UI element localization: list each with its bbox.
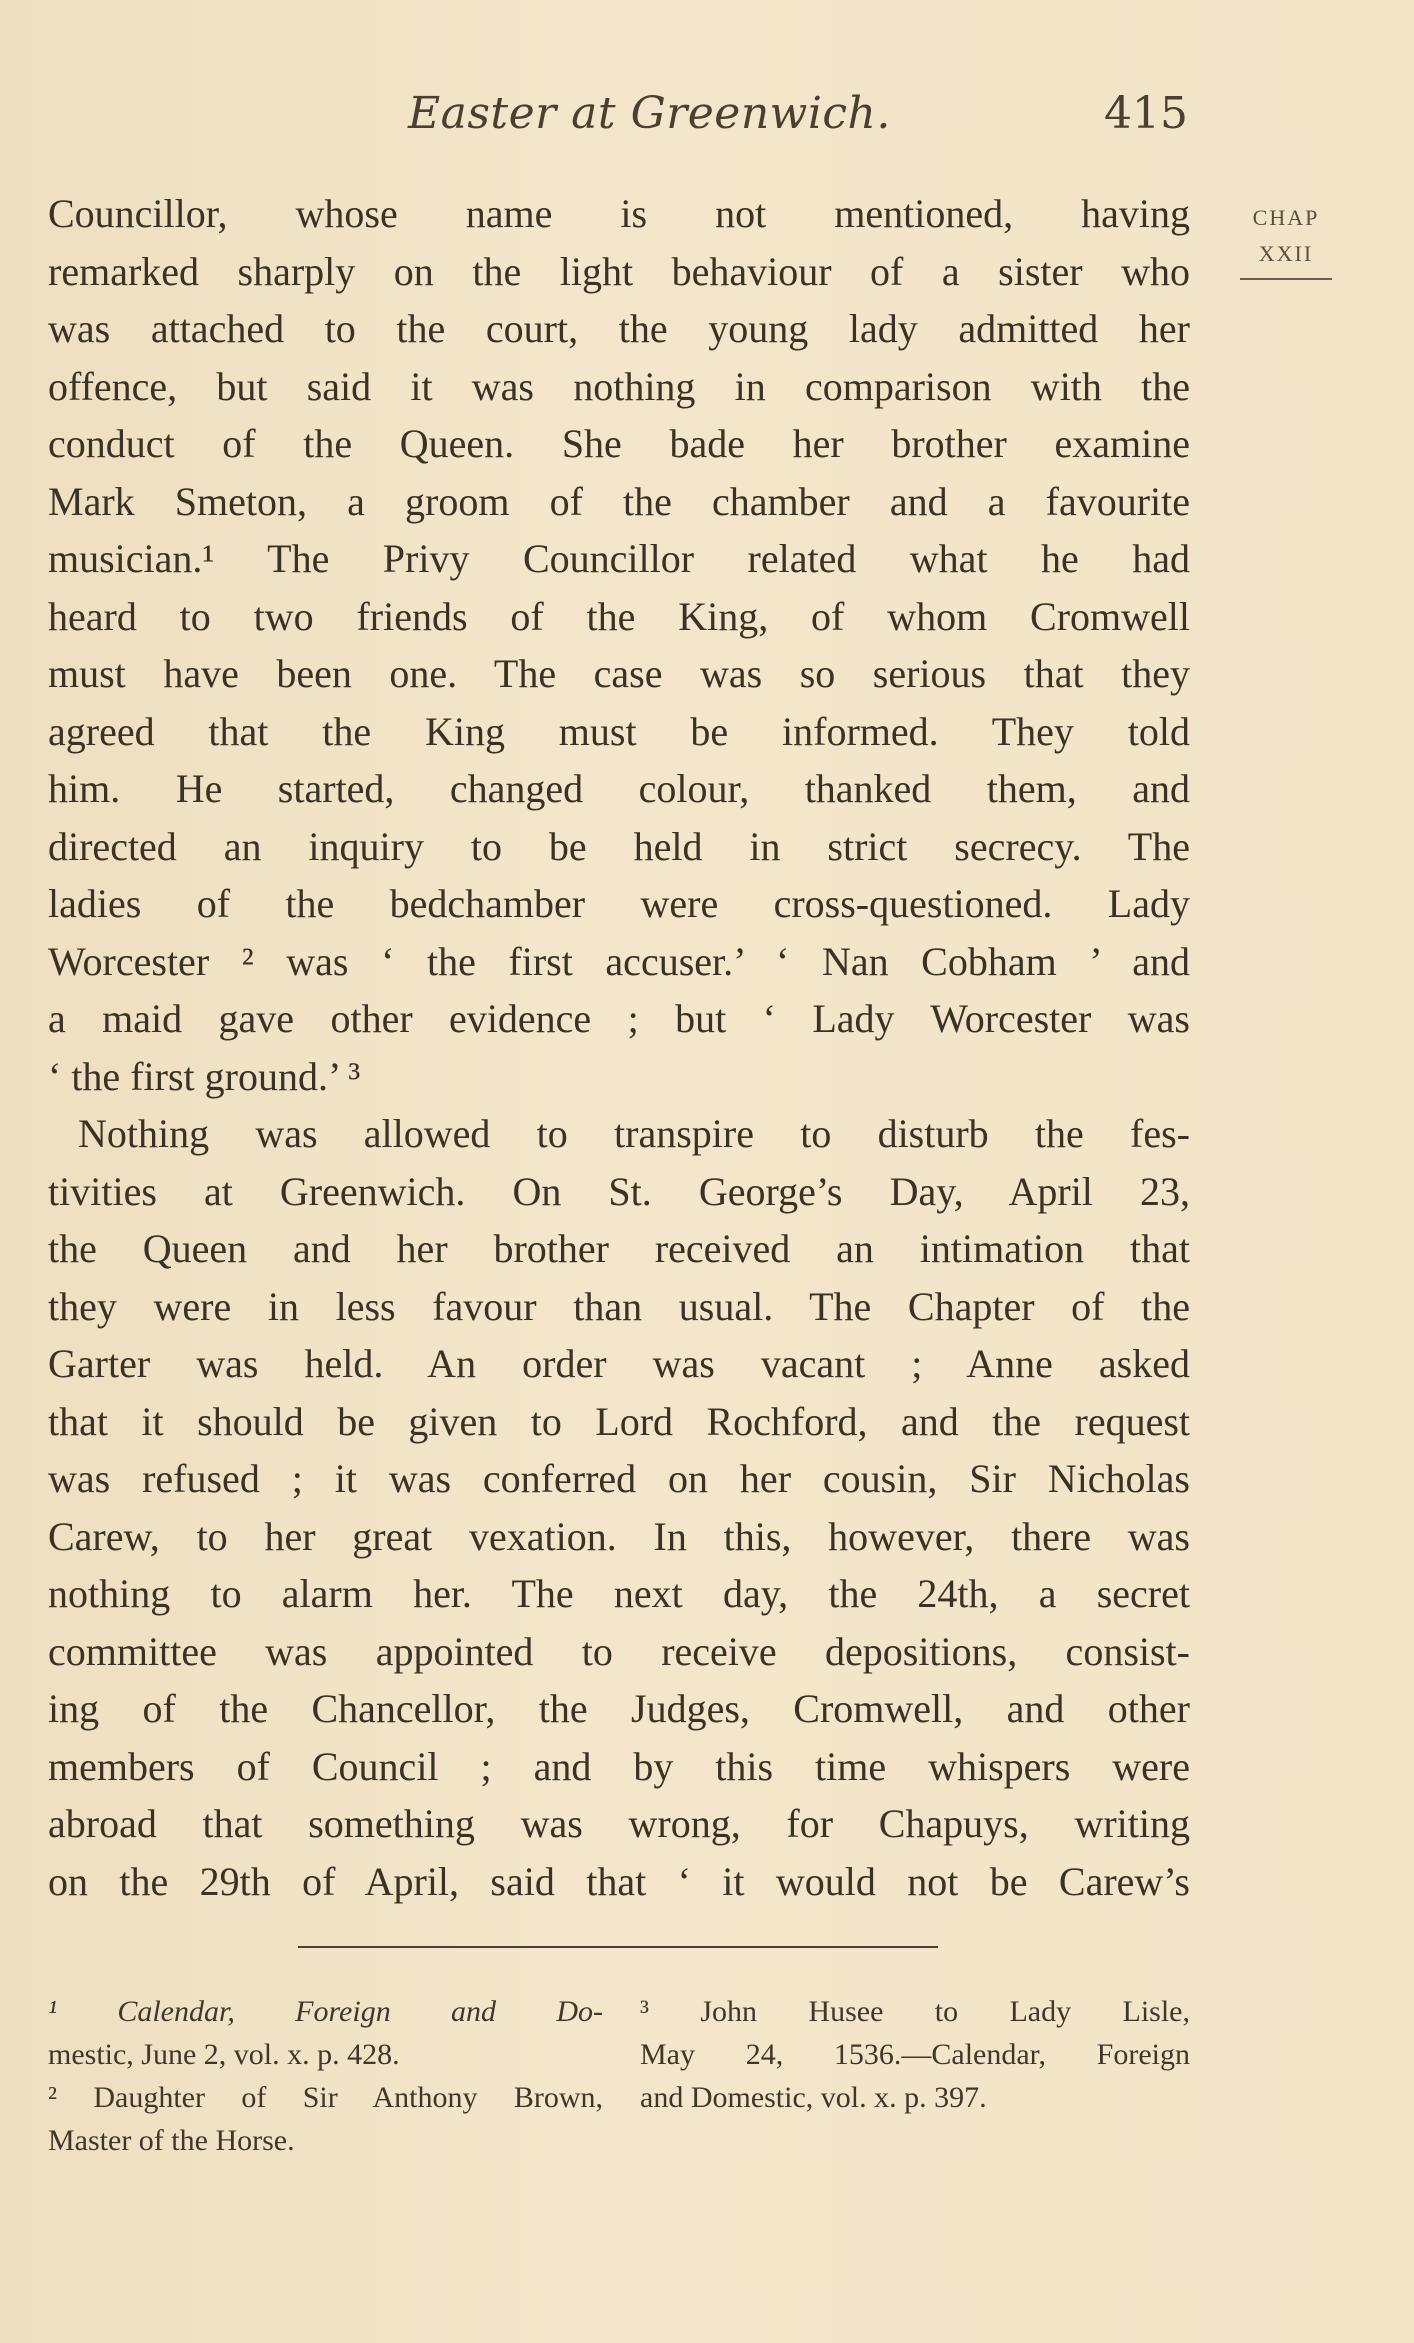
footnote-rule [298,1946,938,1948]
text-line: was refused ; it was conferred on her cousin, Sir Nicholas [48,1456,1190,1501]
footnotes-left-column [48,1990,603,2162]
text-line: heard to two friends of the King, of whom Cromwell [48,593,1190,639]
margin-rule [1240,278,1332,280]
text-line: Worcester ² was ‘ the first accuser.’ ‘ Nan Cobham ’ and [48,938,1190,984]
text-line: that it should be given to Lord Rochford, and the request [48,1398,1190,1444]
text-line: agreed that the King must be informed. They told [48,708,1190,754]
text-line: ladies of the bedchamber were cross-questioned. Lady [48,881,1190,926]
footnote-1: ¹ Calendar, Foreign and Do- [48,1995,603,2028]
text-line: nothing to alarm her. The next day, the 24th, a secret [48,1571,1190,1616]
running-title: Easter at Greenwich. [408,88,891,139]
text-line: on the 29th of April, said that ‘ it would not be Carew’s [48,1858,1190,1904]
text-line: Councillor, whose name is not mentioned, having [48,191,1190,236]
text-line: conduct of the Queen. She bade her brother examine [48,421,1190,466]
body-text [48,185,1190,1910]
footnotes-right-column [640,1990,1190,2119]
text-line: ‘ the first ground.’ ³ [48,1053,361,1099]
text-line: the Queen and her brother received an intimation that [48,1226,1190,1271]
text-line: committee was appointed to receive depositions, consist- [48,1628,1190,1674]
text-line: Garter was held. An order was vacant ; Anne asked [48,1341,1190,1386]
footnote-2: ² Daughter of Sir Anthony Brown, [48,2081,603,2114]
text-line: must have been one. The case was so serious that they [48,651,1190,696]
chapter-number: XXII [1258,241,1314,266]
footnotes [48,1990,1190,2190]
text-line: Mark Smeton, a groom of the chamber and a favourite [48,478,1190,524]
text-line: was attached to the court, the young lady admitted her [48,306,1190,351]
footnote-1-continued: mestic, June 2, vol. x. p. 428. [48,2038,400,2071]
footnote-3: ³ John Husee to Lady Lisle, [640,1995,1190,2028]
footnote-3-end: and Domestic, vol. x. p. 397. [640,2081,987,2114]
text-line: offence, but said it was nothing in comparison with the [48,363,1190,409]
text-line: a maid gave other evidence ; but ‘ Lady Worcester was [48,996,1190,1041]
text-line: remarked sharply on the light behaviour of a sister who [48,248,1190,294]
text-line: Carew, to her great vexation. In this, however, there was [48,1513,1190,1559]
footnote-3-continued: May 24, 1536.—Calendar, Foreign [640,2038,1190,2071]
text-line: musician.¹ The Privy Councillor related what he had [48,536,1190,581]
text-line: abroad that something was wrong, for Chapuys, writing [48,1801,1190,1846]
text-line: members of Council ; and by this time whispers were [48,1743,1190,1789]
text-line: directed an inquiry to be held in strict secrecy. The [48,823,1190,869]
chapter-margin-note [1240,200,1332,280]
paragraph-first-line: Nothing was allowed to transpire to disturb the fes- [78,1111,1190,1156]
text-line: tivities at Greenwich. On St. George’s Day, April 23, [48,1168,1190,1214]
chapter-label: CHAP [1252,205,1320,230]
running-head [48,88,1188,148]
text-line: they were in less favour than usual. The Chapter of the [48,1283,1190,1329]
page-number: 415 [1104,88,1188,139]
footnote-2-continued: Master of the Horse. [48,2124,295,2157]
text-line: ing of the Chancellor, the Judges, Cromwell, and other [48,1686,1190,1731]
text-line: him. He started, changed colour, thanked them, and [48,766,1190,811]
